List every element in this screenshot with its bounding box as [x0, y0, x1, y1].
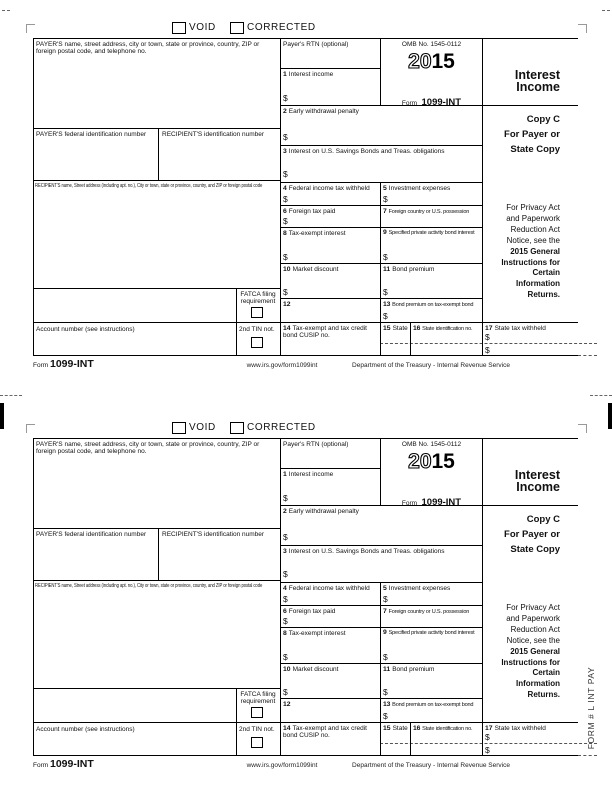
form-number-value: 1099-INT	[421, 497, 462, 508]
privacy-line-bold: Returns.	[527, 690, 560, 700]
border-line	[33, 38, 34, 355]
copy-line: For Payer or	[504, 129, 560, 140]
divider-line	[410, 722, 411, 755]
box-13-dollar: $	[383, 311, 388, 321]
privacy-line-bold: Information	[516, 279, 560, 289]
divider-line	[280, 38, 281, 355]
form-1099int-copy-1	[0, 10, 612, 390]
form-number	[381, 492, 482, 510]
omb-number: OMB No. 1545-0112	[401, 441, 462, 448]
box-3-dollar: $	[283, 169, 288, 179]
tax-year-bold: 15	[431, 50, 455, 73]
second-tin-label: 2nd TIN not.	[239, 726, 275, 733]
divider-line	[380, 582, 381, 755]
box-10-dollar: $	[283, 287, 288, 297]
copy-designation	[482, 512, 560, 557]
form-title-line2: Income	[516, 479, 560, 494]
box-10-dollar: $	[283, 687, 288, 697]
second-tin-label: 2nd TIN not.	[239, 326, 275, 333]
recipient-info-label: RECIPIENT'S name, Street address (including apt. no.), City or town, state or province, country, and ZIP or foreign postal code	[35, 583, 263, 589]
divider-line	[280, 205, 482, 206]
border-line	[33, 438, 34, 755]
box-17-label: 17 State tax withheld	[485, 325, 546, 332]
divider-line	[33, 128, 280, 129]
void-checkbox[interactable]	[172, 422, 186, 434]
copy-line: For Payer or	[504, 529, 560, 540]
box-17-dollar-1: $	[485, 332, 490, 342]
account-number-label: Account number (see instructions)	[36, 726, 135, 733]
box-8-dollar: $	[283, 252, 288, 262]
footer-form-number: Form 1099-INT	[33, 758, 94, 770]
void-checkbox[interactable]	[172, 22, 186, 34]
privacy-line-bold: 2015 General	[510, 646, 560, 656]
box-8-dollar: $	[283, 652, 288, 662]
fatca-label-line2: requirement	[240, 698, 276, 706]
box-14-label: 14 Tax-exempt and tax credit bond CUSIP no.	[283, 325, 367, 340]
form-title-line2: Income	[516, 79, 560, 94]
box-5-dollar: $	[383, 194, 388, 204]
divider-line	[280, 468, 380, 469]
divider-line	[158, 528, 159, 580]
void-label: VOID	[189, 422, 216, 433]
tax-year	[381, 51, 482, 73]
box-12-label: 12	[283, 301, 291, 308]
divider-line	[280, 298, 482, 299]
box-15-label: 15 State	[383, 725, 408, 732]
box-1-label: 1 Interest income	[283, 471, 334, 478]
payer-fed-id-label: PAYER'S federal identification number	[36, 531, 147, 538]
divider-line	[33, 580, 280, 581]
form-word: Form	[401, 500, 418, 507]
box-5-label: 5 Investment expenses	[383, 585, 451, 592]
box-2-dollar: $	[283, 132, 288, 142]
box-13-dollar: $	[383, 711, 388, 721]
divider-line	[33, 288, 280, 289]
box-17-dollar-2: $	[485, 745, 490, 755]
payer-info-label: PAYER'S name, street address, city or town, state or province, country, ZIP or foreign postal code, and telephone no.	[36, 41, 260, 56]
divider-line	[280, 145, 482, 146]
box-13-label: 13 Bond premium on tax-exempt bond	[383, 701, 474, 708]
omb-number: OMB No. 1545-0112	[401, 41, 462, 48]
divider-line	[33, 722, 578, 723]
box-4-dollar: $	[283, 194, 288, 204]
divider-line	[280, 182, 482, 183]
box-4-label: 4 Federal income tax withheld	[283, 585, 370, 592]
copy-line: State Copy	[510, 544, 560, 555]
divider-line	[280, 438, 281, 755]
footer-irs-url: www.irs.gov/form1099int	[246, 762, 318, 769]
form-word: Form	[401, 100, 418, 107]
form-title-line1: Interest	[514, 468, 560, 482]
box-3-label: 3 Interest on U.S. Savings Bonds and Treas. obligations	[283, 548, 445, 555]
corrected-checkbox[interactable]	[230, 22, 244, 34]
box-10-label: 10 Market discount	[283, 266, 339, 273]
second-tin-checkbox[interactable]	[251, 737, 263, 748]
divider-line	[280, 663, 482, 664]
divider-line	[280, 582, 482, 583]
box-11-dollar: $	[383, 287, 388, 297]
box-8-label: 8 Tax-exempt interest	[283, 630, 346, 637]
fatca-label	[236, 691, 280, 706]
divider-line	[280, 627, 482, 628]
divider-line	[280, 545, 482, 546]
privacy-line-bold: 2015 General	[510, 246, 560, 256]
payer-info-label: PAYER'S name, street address, city or town, state or province, country, ZIP or foreign postal code, and telephone no.	[36, 441, 260, 456]
corrected-label: CORRECTED	[247, 422, 316, 433]
box-13-label: 13 Bond premium on tax-exempt bond	[383, 301, 474, 308]
privacy-line: and Paperwork	[506, 213, 560, 223]
box-14-label: 14 Tax-exempt and tax credit bond CUSIP no.	[283, 725, 367, 740]
privacy-line-bold: Instructions for	[501, 657, 560, 667]
box-17-dollar-1: $	[485, 732, 490, 742]
divider-line	[33, 180, 280, 181]
box-12-label: 12	[283, 701, 291, 708]
box-11-label: 11 Bond premium	[383, 666, 435, 673]
box-17-label: 17 State tax withheld	[485, 725, 546, 732]
privacy-line-bold: Returns.	[527, 290, 560, 300]
state-entry-dashed-line	[380, 343, 597, 344]
footer-form-number: Form 1099-INT	[33, 358, 94, 370]
box-2-label: 2 Early withdrawal penalty	[283, 108, 359, 115]
box-11-dollar: $	[383, 687, 388, 697]
void-label: VOID	[189, 22, 216, 33]
box-4-label: 4 Federal income tax withheld	[283, 185, 370, 192]
copy-designation	[482, 112, 560, 157]
payer-rtn-label: Payer's RTN (optional)	[283, 441, 349, 448]
divider-line	[158, 128, 159, 180]
second-tin-checkbox[interactable]	[251, 337, 263, 348]
cut-mark	[590, 395, 612, 396]
privacy-line: Reduction Act	[510, 224, 560, 234]
box-11-label: 11 Bond premium	[383, 266, 435, 273]
copy-line: Copy C	[526, 114, 560, 125]
recipient-id-label: RECIPIENT'S identification number	[162, 531, 265, 538]
dashed-line	[578, 355, 597, 356]
privacy-line-bold: Instructions for	[501, 257, 560, 267]
box-7-label: 7 Foreign country or U.S. possession	[383, 608, 470, 615]
privacy-line: Reduction Act	[510, 624, 560, 634]
tax-year-outline: 20	[408, 450, 432, 473]
divider-line	[280, 68, 380, 69]
copy-line: State Copy	[510, 144, 560, 155]
fatca-checkbox[interactable]	[251, 307, 263, 318]
border-line	[33, 438, 578, 439]
box-3-dollar: $	[283, 569, 288, 579]
recipient-info-label: RECIPIENT'S name, Street address (including apt. no.), City or town, state or province, country, and ZIP or foreign postal code	[35, 183, 263, 189]
box-5-dollar: $	[383, 594, 388, 604]
footer-irs-url: www.irs.gov/form1099int	[246, 362, 318, 369]
form-title	[482, 470, 560, 493]
divider-line	[33, 322, 578, 323]
fatca-label-line1: FATCA filing	[240, 291, 276, 298]
cut-mark	[0, 395, 22, 396]
box-9-dollar: $	[383, 652, 388, 662]
corrected-checkbox[interactable]	[230, 422, 244, 434]
privacy-line-bold: Certain	[532, 268, 560, 278]
divider-line	[280, 605, 482, 606]
form-title-line1: Interest	[514, 68, 560, 82]
privacy-line: Notice, see the	[506, 235, 560, 245]
privacy-line: For Privacy Act	[506, 203, 560, 212]
form-1099int-copy-2	[0, 410, 612, 790]
box-4-dollar: $	[283, 594, 288, 604]
box-10-label: 10 Market discount	[283, 666, 339, 673]
box-6-label: 6 Foreign tax paid	[283, 208, 336, 215]
tax-year-bold: 15	[431, 450, 455, 473]
footer-treasury-label: Department of the Treasury - Internal Revenue Service	[352, 362, 510, 369]
divider-line	[380, 182, 381, 355]
form-number	[381, 92, 482, 110]
box-3-label: 3 Interest on U.S. Savings Bonds and Treas. obligations	[283, 148, 445, 155]
box-8-label: 8 Tax-exempt interest	[283, 230, 346, 237]
box-6-dollar: $	[283, 616, 288, 626]
fatca-checkbox[interactable]	[251, 707, 263, 718]
divider-line	[280, 263, 482, 264]
privacy-act-notice	[482, 203, 560, 301]
box-9-dollar: $	[383, 252, 388, 262]
box-6-dollar: $	[283, 216, 288, 226]
divider-line	[33, 528, 280, 529]
border-line	[33, 755, 578, 756]
box-7-label: 7 Foreign country or U.S. possession	[383, 208, 470, 215]
box-1-dollar: $	[283, 93, 288, 103]
box-6-label: 6 Foreign tax paid	[283, 608, 336, 615]
box-1-dollar: $	[283, 493, 288, 503]
tax-year	[381, 451, 482, 473]
privacy-act-notice	[482, 603, 560, 701]
state-entry-dashed-line	[380, 743, 597, 744]
form-number-value: 1099-INT	[421, 97, 462, 108]
payer-fed-id-label: PAYER'S federal identification number	[36, 131, 147, 138]
box-2-dollar: $	[283, 532, 288, 542]
footer-treasury-label: Department of the Treasury - Internal Revenue Service	[352, 762, 510, 769]
privacy-line: For Privacy Act	[506, 603, 560, 612]
divider-line	[280, 698, 482, 699]
border-line	[33, 38, 578, 39]
border-line	[33, 355, 578, 356]
divider-line	[33, 688, 280, 689]
box-1-label: 1 Interest income	[283, 71, 334, 78]
recipient-id-label: RECIPIENT'S identification number	[162, 131, 265, 138]
fatca-label	[236, 291, 280, 306]
divider-line	[410, 322, 411, 355]
payer-rtn-label: Payer's RTN (optional)	[283, 41, 349, 48]
form-title	[482, 70, 560, 93]
box-9-label: 9 Specified private activity bond interest	[383, 629, 475, 636]
privacy-line-bold: Certain	[532, 668, 560, 678]
box-2-label: 2 Early withdrawal penalty	[283, 508, 359, 515]
copy-line: Copy C	[526, 514, 560, 525]
fatca-label-line2: requirement	[240, 298, 276, 306]
corrected-label: CORRECTED	[247, 22, 316, 33]
privacy-line: and Paperwork	[506, 613, 560, 623]
tax-year-outline: 20	[408, 50, 432, 73]
form-stock-id-label: FORM # L INT PAY	[586, 666, 596, 750]
box-16-label: 16 State identification no.	[413, 725, 473, 732]
fatca-label-line1: FATCA filing	[240, 691, 276, 698]
privacy-line-bold: Information	[516, 679, 560, 689]
box-17-dollar-2: $	[485, 345, 490, 355]
box-5-label: 5 Investment expenses	[383, 185, 451, 192]
box-9-label: 9 Specified private activity bond interest	[383, 229, 475, 236]
privacy-line: Notice, see the	[506, 635, 560, 645]
box-15-label: 15 State	[383, 325, 408, 332]
box-16-label: 16 State identification no.	[413, 325, 473, 332]
account-number-label: Account number (see instructions)	[36, 326, 135, 333]
divider-line	[280, 227, 482, 228]
